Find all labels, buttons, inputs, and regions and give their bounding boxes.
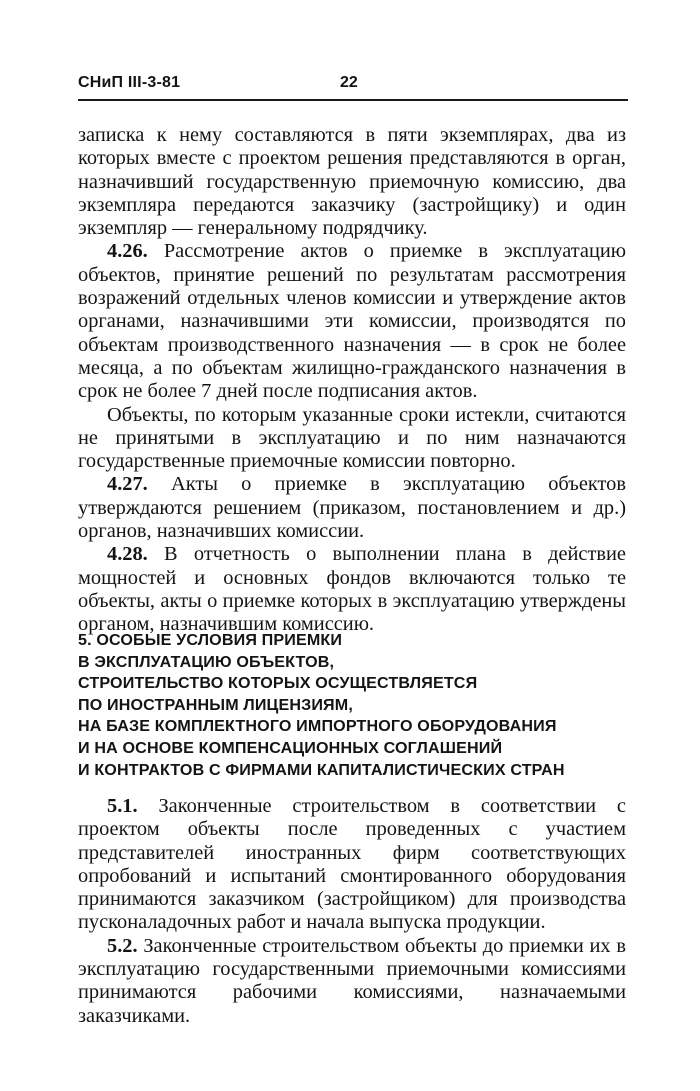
heading-line: СТРОИТЕЛЬСТВО КОТОРЫХ ОСУЩЕСТВЛЯЕТСЯ (78, 674, 478, 693)
section-text (78, 795, 626, 1028)
paragraph-4-26 (78, 240, 626, 403)
paragraph-5-2 (78, 935, 626, 1028)
clause-number: 5.2. (107, 934, 138, 957)
heading-line: НА БАЗЕ КОМПЛЕКТНОГО ИМПОРТНОГО ОБОРУДОВАНИЯ (78, 717, 557, 736)
paragraph-text: Законченные строительством в соответствии с проектом объекты после проведенных с участием представителей иностранных фирм соответствующих опробований и испытаний смонтированного оборудования принимаются заказчиком (застройщиком) для производства пусконаладочных работ и начала выпуска продукции. (78, 795, 626, 934)
document-code: СНиП III-3-81 (78, 74, 181, 91)
paragraph-continuation (78, 124, 626, 240)
paragraph-5-1 (78, 795, 626, 935)
section-heading (78, 630, 630, 781)
page-header (78, 74, 628, 104)
clause-number: 4.26. (107, 240, 148, 263)
paragraph-text: Акты о приемке в эксплуатацию объектов утверждаются решением (приказом, постановлением и др.) органов, назначивших комиссии. (78, 473, 626, 543)
paragraph-text: Рассмотрение актов о приемке в эксплуатацию объектов, принятие решений по результатам рассмотрения возражений отдельных членов комиссии и утверждение актов органами, назначившими эти комиссии, производятся по объектам производственного назначения — в срок не более месяца, а по объектам жилищно-гражданского назначения в срок не более 7 дней после подписания актов. (78, 240, 626, 403)
paragraph-text: записка к нему составляются в пяти экземплярах, два из которых вместе с проектом решения представляются в орган, назначивший государственную приемочную комиссию, два экземпляра передаются заказчику (застройщику) и один экземпляр — генеральному подрядчику. (78, 124, 626, 240)
heading-line: ПО ИНОСТРАННЫМ ЛИЦЕНЗИЯМ, (78, 695, 353, 714)
heading-line: И НА ОСНОВЕ КОМПЕНСАЦИОННЫХ СОГЛАШЕНИЙ (78, 738, 503, 757)
paragraph-expired-terms (78, 404, 626, 474)
heading-line: И КОНТРАКТОВ С ФИРМАМИ КАПИТАЛИСТИЧЕСКИХ СТРАН (78, 760, 565, 779)
heading-line: В ЭКСПЛУАТАЦИЮ ОБЪЕКТОВ, (78, 652, 335, 671)
clause-number: 5.1. (107, 795, 138, 817)
paragraph-4-28 (78, 543, 626, 636)
paragraph-text: Объекты, по которым указанные сроки истекли, считаются не принятыми в эксплуатацию и по ним назначаются государственные приемочные комиссии повторно. (78, 403, 626, 473)
paragraph-text: В отчетность о выполнении плана в действие мощностей и основных фондов включаются только те объекты, акты о приемке которых в эксплуатацию утверждены органом, назначившим комиссию. (78, 543, 626, 636)
paragraph-4-27 (78, 473, 626, 543)
page-number: 22 (340, 74, 358, 91)
heading-line: 5. ОСОБЫЕ УСЛОВИЯ ПРИЕМКИ (78, 631, 343, 649)
body-text (78, 124, 626, 637)
clause-number: 4.28. (107, 543, 148, 566)
clause-number: 4.27. (107, 473, 148, 496)
paragraph-text: Законченные строительством объекты до приемки их в эксплуатацию государственными приемочными комиссиями принимаются рабочими комиссиями, назначаемыми заказчиками. (78, 934, 626, 1027)
header-rule (78, 99, 628, 101)
